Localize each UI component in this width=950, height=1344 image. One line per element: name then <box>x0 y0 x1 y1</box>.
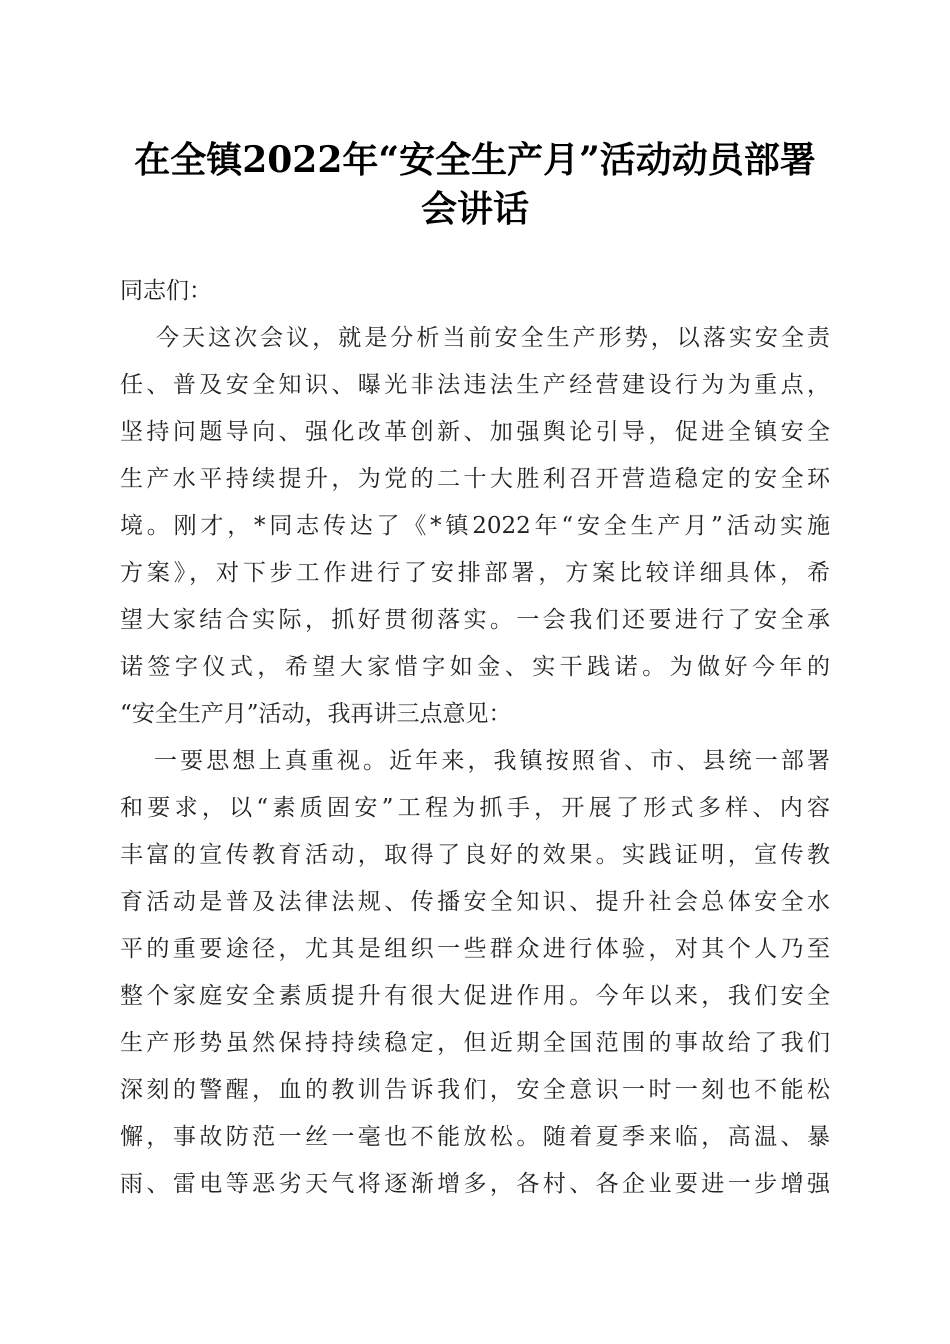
paragraph-1-line: 诺签字仪式，希望大家惜字如金、实干践诺。为做好今年的 <box>120 654 830 680</box>
salutation: 同志们： <box>120 278 212 304</box>
document-title <box>100 136 850 234</box>
paragraph-2-line: 整个家庭安全素质提升有很大促进作用。今年以来，我们安全 <box>120 983 830 1009</box>
paragraph-2-line: 懈，事故防范一丝一毫也不能放松。随着夏季来临，高温、暴 <box>120 1124 830 1150</box>
paragraph-1-line: 生产水平持续提升，为党的二十大胜利召开营造稳定的安全环 <box>120 466 830 492</box>
paragraph-1-line: 望大家结合实际，抓好贯彻落实。一会我们还要进行了安全承 <box>120 607 830 633</box>
paragraph-2-line: 和要求，以“素质固安”工程为抓手，开展了形式多样、内容 <box>120 795 830 821</box>
paragraph-1-line: 今天这次会议，就是分析当前安全生产形势，以落实安全责 <box>156 325 830 351</box>
paragraph-2 <box>120 738 830 1208</box>
paragraph-1-line: “安全生产月”活动，我再讲三点意见： <box>120 701 512 727</box>
paragraph-2-line: 雨、雷电等恶劣天气将逐渐增多，各村、各企业要进一步增强 <box>120 1171 830 1197</box>
paragraph-1 <box>120 315 830 738</box>
paragraph-1-line: 坚持问题导向、强化改革创新、加强舆论引导，促进全镇安全 <box>120 419 830 445</box>
paragraph-2-line: 一要思想上真重视。近年来，我镇按照省、市、县统一部署 <box>154 748 830 774</box>
paragraph-2-line: 育活动是普及法律法规、传播安全知识、提升社会总体安全水 <box>120 889 830 915</box>
paragraph-1-line: 任、普及安全知识、曝光非法违法生产经营建设行为为重点， <box>120 372 830 398</box>
paragraph-2-line: 丰富的宣传教育活动，取得了良好的效果。实践证明，宣传教 <box>120 842 830 868</box>
paragraph-2-line: 平的重要途径，尤其是组织一些群众进行体验，对其个人乃至 <box>120 936 830 962</box>
document-body <box>120 268 830 1208</box>
paragraph-1-line: 境。刚才，*同志传达了《*镇2022年“安全生产月”活动实施 <box>120 513 830 539</box>
paragraph-2-line: 生产形势虽然保持持续稳定，但近期全国范围的事故给了我们 <box>120 1030 830 1056</box>
title-line-2: 会讲话 <box>420 188 529 230</box>
paragraph-1-line: 方案》，对下步工作进行了安排部署，方案比较详细具体，希 <box>120 560 830 586</box>
title-line-1: 在全镇2022年“安全生产月”活动动员部署 <box>134 139 816 181</box>
paragraph-2-line: 深刻的警醒，血的教训告诉我们，安全意识一时一刻也不能松 <box>120 1077 830 1103</box>
